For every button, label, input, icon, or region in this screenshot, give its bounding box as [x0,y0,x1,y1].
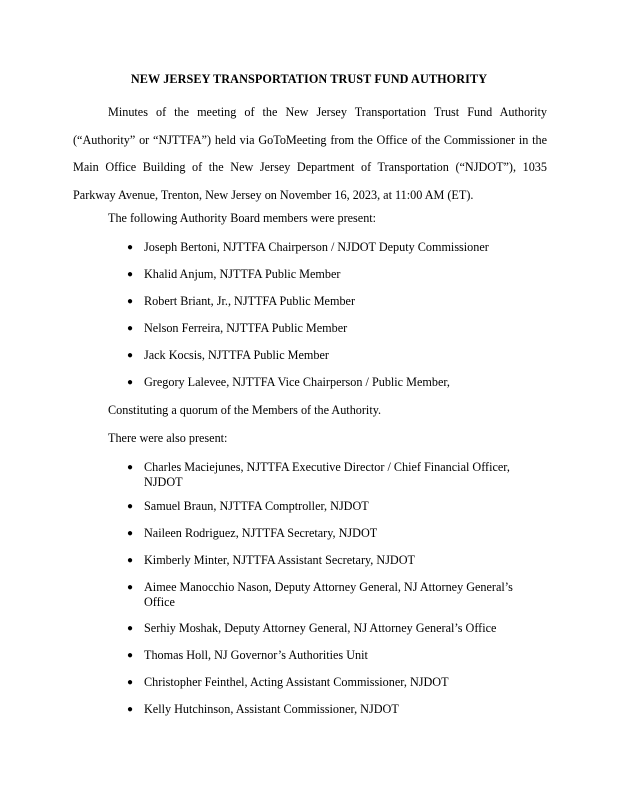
members-heading: The following Authority Board members were present: [108,211,377,225]
member-name: Khalid Anjum, NJTTFA Public Member [144,267,341,281]
bullet-icon: ● [127,501,134,512]
quorum-statement: Constituting a quorum of the Members of the Authority. [108,403,382,417]
attendee-name: Aimee Manocchio Nason, Deputy Attorney General, NJ Attorney General’s Office [144,580,513,609]
intro-paragraph: Minutes of the meeting of the New Jersey Transportation Trust Fund Authority (“Authority” or “NJTTFA”) held via GoToMeeting from the Office of the Commissioner in the Main Office Building of the New Jersey Department of Transportation (“NJDOT”), 1035 Parkway Avenue, Trenton, New Jersey on November 16, 2023, at 11:00 AM (ET). [73,105,547,202]
attendee-name: Naileen Rodriguez, NJTTFA Secretary, NJDOT [144,526,378,540]
list-item [127,267,544,282]
bullet-icon: ● [127,582,134,593]
attendee-name: Samuel Braun, NJTTFA Comptroller, NJDOT [144,499,369,513]
bullet-icon: ● [127,528,134,539]
also-present-heading: There were also present: [108,431,228,445]
bullet-icon: ● [127,296,134,307]
bullet-icon: ● [127,555,134,566]
list-item [127,348,544,363]
bullet-icon: ● [127,677,134,688]
list-item [127,553,544,568]
bullet-icon: ● [127,242,134,253]
list-item [127,526,544,541]
list-item [127,648,544,663]
attendee-name: Kelly Hutchinson, Assistant Commissioner, NJDOT [144,702,399,716]
bullet-icon: ● [127,323,134,334]
member-name: Joseph Bertoni, NJTTFA Chairperson / NJDOT Deputy Commissioner [144,240,489,254]
member-name: Nelson Ferreira, NJTTFA Public Member [144,321,348,335]
member-name: Jack Kocsis, NJTTFA Public Member [144,348,329,362]
attendee-name: Charles Maciejunes, NJTTFA Executive Director / Chief Financial Officer, NJDOT [144,460,510,489]
list-item [127,499,544,514]
list-item [127,580,536,610]
member-name: Robert Briant, Jr., NJTTFA Public Member [144,294,356,308]
list-item [127,702,544,717]
list-item [127,675,544,690]
attendee-name: Serhiy Moshak, Deputy Attorney General, NJ Attorney General’s Office [144,621,497,635]
list-item [127,294,544,309]
attendee-name: Thomas Holl, NJ Governor’s Authorities Unit [144,648,368,662]
bullet-icon: ● [127,377,134,388]
bullet-icon: ● [127,269,134,280]
list-item [127,460,534,490]
attendee-name: Kimberly Minter, NJTTFA Assistant Secretary, NJDOT [144,553,415,567]
list-item [127,240,544,255]
member-name: Gregory Lalevee, NJTTFA Vice Chairperson / Public Member, [144,375,450,389]
document-title: NEW JERSEY TRANSPORTATION TRUST FUND AUTHORITY [130,72,488,86]
bullet-icon: ● [127,623,134,634]
bullet-icon: ● [127,350,134,361]
bullet-icon: ● [127,650,134,661]
list-item [127,621,544,636]
attendee-name: Christopher Feinthel, Acting Assistant Commissioner, NJDOT [144,675,449,689]
list-item [127,375,544,390]
bullet-icon: ● [127,462,134,473]
bullet-icon: ● [127,704,134,715]
list-item [127,321,544,336]
